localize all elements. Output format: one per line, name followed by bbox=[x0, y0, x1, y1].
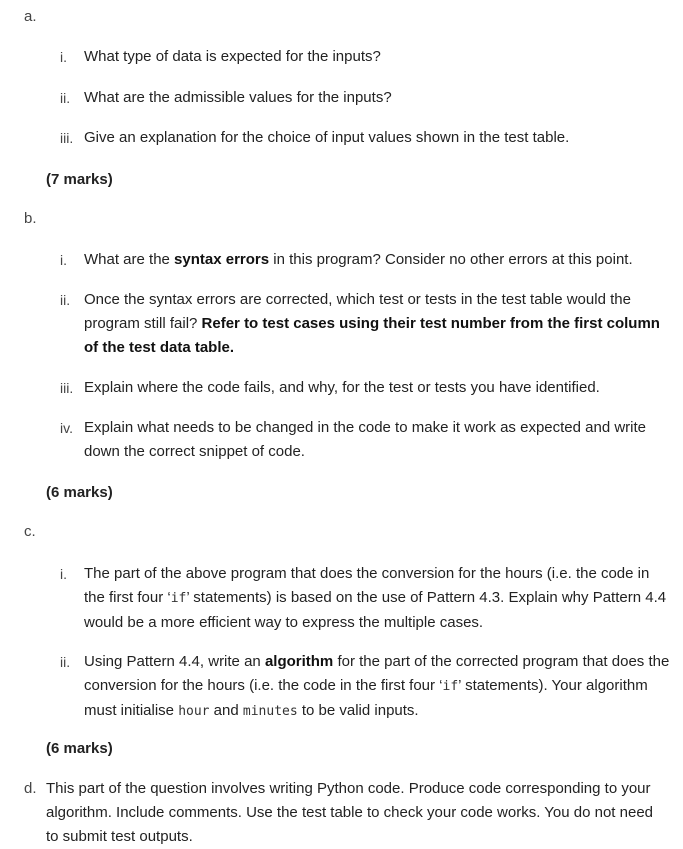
section-a-marks: (7 marks) bbox=[46, 171, 113, 188]
question-b-i bbox=[60, 248, 670, 272]
item-number: iii. bbox=[60, 130, 74, 146]
question-a-ii bbox=[60, 86, 670, 110]
section-c-marks: (6 marks) bbox=[46, 740, 113, 757]
item-text: This part of the question involves writing Python code. Produce code corresponding to your algorithm. Include comments. Use the test table to check your code works. You do not need to submit test outputs. bbox=[46, 780, 654, 845]
item-text: Give an explanation for the choice of input values shown in the test table. bbox=[84, 129, 570, 146]
item-text: What type of data is expected for the inputs? bbox=[84, 48, 381, 65]
question-c-i bbox=[60, 562, 670, 635]
question-b-ii bbox=[60, 288, 670, 360]
question-b-iv bbox=[60, 416, 670, 464]
section-c-label: c. bbox=[24, 523, 36, 540]
item-number: i. bbox=[60, 49, 67, 65]
question-a-i bbox=[60, 45, 670, 69]
question-a-iii bbox=[60, 126, 670, 150]
item-number: iii. bbox=[60, 380, 74, 396]
item-text: Explain where the code fails, and why, for the test or tests you have identified. bbox=[84, 379, 600, 396]
item-text: What are the syntax errors in this program? Consider no other errors at this point. bbox=[84, 251, 633, 268]
item-number: ii. bbox=[60, 654, 71, 670]
item-number: ii. bbox=[60, 292, 71, 308]
question-c-ii bbox=[60, 650, 670, 724]
item-text: What are the admissible values for the inputs? bbox=[84, 89, 392, 106]
question-b-iii bbox=[60, 376, 670, 400]
item-text: Explain what needs to be changed in the code to make it work as expected and write down the correct snippet of code. bbox=[84, 419, 647, 460]
section-b-marks: (6 marks) bbox=[46, 484, 113, 501]
question-d bbox=[24, 777, 664, 849]
item-text: The part of the above program that does the conversion for the hours (i.e. the code in the first four ‘if’ statements) is based on the use of Pattern 4.3. Explain why Pattern 4.4 would be a more efficient way to express the multiple cases. bbox=[84, 565, 667, 631]
section-b-label: b. bbox=[24, 210, 37, 227]
item-text: Once the syntax errors are corrected, which test or tests in the test table would the program still fail? Refer to test cases using their test number from the first column of the test data table. bbox=[84, 291, 660, 356]
item-text: Using Pattern 4.4, write an algorithm for the part of the corrected program that does the conversion for the hours (i.e. the code in the first four ‘if’ statements). Your algorithm must initialise hour and minutes to be valid inputs. bbox=[84, 653, 670, 719]
item-number: i. bbox=[60, 566, 67, 582]
item-number: iv. bbox=[60, 420, 73, 436]
item-number: ii. bbox=[60, 90, 71, 106]
item-number: i. bbox=[60, 252, 67, 268]
section-d-label: d. bbox=[24, 780, 37, 797]
section-a-label: a. bbox=[24, 8, 37, 25]
